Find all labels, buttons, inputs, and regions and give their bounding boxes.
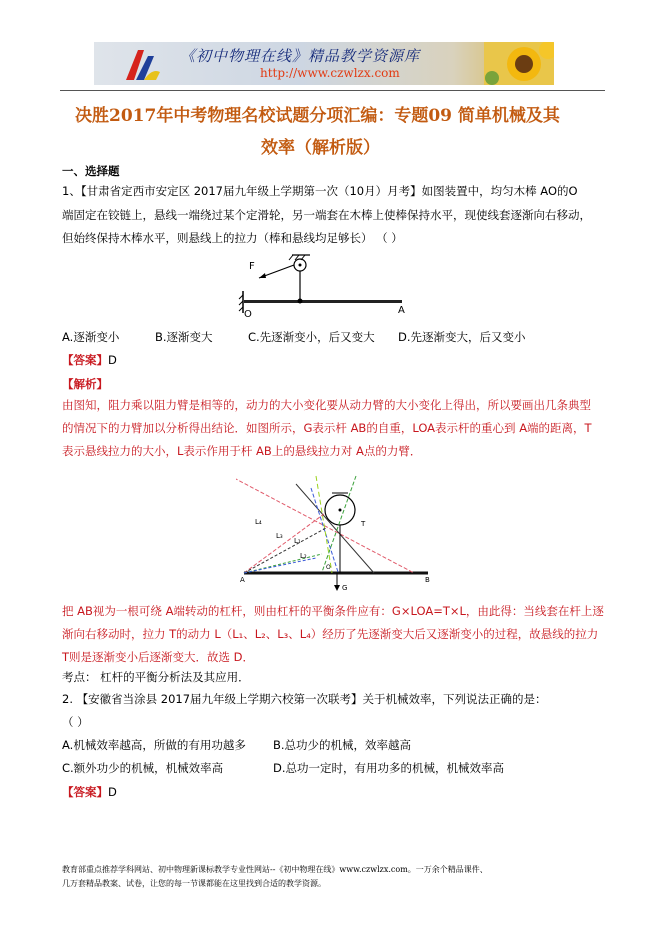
q2-option-b: B.总功少的机械，效率越高: [273, 738, 412, 752]
label-G: G: [342, 584, 348, 592]
label-L1: L₁: [294, 537, 301, 545]
answer-value: D: [108, 353, 117, 367]
q1-conclusion-line1: 把 AB视为一根可绕 A端转动的杠杆，则由杠杆的平衡条件应有：G×LOA=T×L，由此得：当线套在杆上逐: [62, 604, 604, 618]
footer-line2: 几万套精品教案、试卷，让您的每一节课都能在这里找到合适的教学资源。: [62, 879, 326, 888]
q1-option-b: B.逐渐变大: [155, 330, 213, 344]
q2-stem-line1: 2. 【安徽省当涂县 2017届九年级上学期六校第一次联考】关于机械效率，下列说法正确的是：: [62, 692, 547, 706]
header-banner: [94, 42, 554, 85]
q2-stem-line2: （ ）: [62, 715, 89, 729]
lever-arm-analysis-figure: [236, 466, 436, 592]
q1-analysis-tag: 【解析】: [62, 377, 108, 391]
q1-stem-line2: 端固定在铰链上，悬线一端绕过某个定滑轮，另一端套在木棒上使棒保持水平，现使线套逐渐向右移动，: [62, 208, 591, 222]
force-label-F: F: [249, 261, 255, 272]
q2-option-d: D.总功一定时，有用功多的机械，机械效率高: [273, 761, 505, 775]
q1-answer: [62, 352, 117, 368]
document-title-line2: 效率（解析版）: [261, 138, 380, 158]
q2-answer: [62, 784, 117, 800]
footer-line1: 教育部重点推荐学科网站、初中物理新课标教学专业性网站--《初中物理在线》www.czwlzx.com。一万余个精品课件、: [62, 865, 488, 874]
label-L2: L₂: [300, 552, 307, 560]
q1-stem-line1: 1、【甘肃省定西市安定区 2017届九年级上学期第一次（10月）月考】如图装置中，均匀木棒 AO的O: [62, 184, 578, 198]
q1-conclusion-line2: 渐向右移动时，拉力 T的动力 L（L₁、L₂、L₃、L₄）经历了先逐渐变大后又逐渐变小的过程，故悬线的拉力: [62, 627, 599, 641]
q1-analysis-line1: 由图知，阻力乘以阻力臂是相等的，动力的大小变化要从动力臂的大小变化上得出，所以要画出几条典型: [62, 398, 591, 412]
document-title-line1: 决胜2017年中考物理名校试题分项汇编：专题09 简单机械及其: [75, 106, 560, 126]
answer-tag: 【答案】: [62, 785, 108, 799]
label-B: B: [425, 576, 430, 584]
q1-stem-line3: 但始终保持木棒水平，则悬线上的拉力（棒和悬线均足够长） （ ）: [62, 231, 403, 245]
point-label-O: O: [244, 309, 252, 320]
label-T: T: [361, 520, 366, 528]
q1-analysis-line3: 表示悬线拉力的大小，L表示作用于杆 AB上的悬线拉力对 A点的力臂．: [62, 444, 422, 458]
label-L4: L₄: [255, 518, 262, 526]
answer-value: D: [108, 785, 117, 799]
point-label-A: A: [398, 305, 405, 316]
banner-url[interactable]: http://www.czwlzx.com: [260, 66, 400, 80]
q2-option-a: A.机械效率越高，所做的有用功越多: [62, 738, 246, 752]
banner-title: 《初中物理在线》精品教学资源库: [180, 47, 421, 65]
q1-option-c: C.先逐渐变小，后又变大: [248, 330, 375, 344]
sunflower-icon: [484, 42, 554, 85]
string-loop: [298, 299, 303, 304]
q1-option-d: D.先逐渐变大，后又变小: [398, 330, 526, 344]
header-rule: [60, 90, 605, 91]
q1-analysis-line2: 的情况下的力臂加以分析得出结论．如图所示，G表示杆 AB的自重，LOA表示杆的重心到 A端的距离，T: [62, 421, 592, 435]
label-L3: L₃: [276, 532, 283, 540]
label-O: O: [326, 564, 331, 571]
q1-option-a: A.逐渐变小: [62, 330, 120, 344]
answer-tag: 【答案】: [62, 353, 108, 367]
site-logo-icon: [122, 46, 162, 82]
lever-pulley-figure: [235, 253, 415, 325]
label-A: A: [240, 576, 245, 584]
q2-option-c: C.额外功少的机械，机械效率高: [62, 761, 224, 775]
section-heading: 一、选择题: [62, 164, 120, 178]
q1-kaodian: 考点： 杠杆的平衡分析法及其应用．: [62, 670, 250, 684]
q1-conclusion-line3: T则是逐渐变小后逐渐变大．故选 D．: [62, 650, 255, 664]
rod-AO: [244, 300, 402, 303]
